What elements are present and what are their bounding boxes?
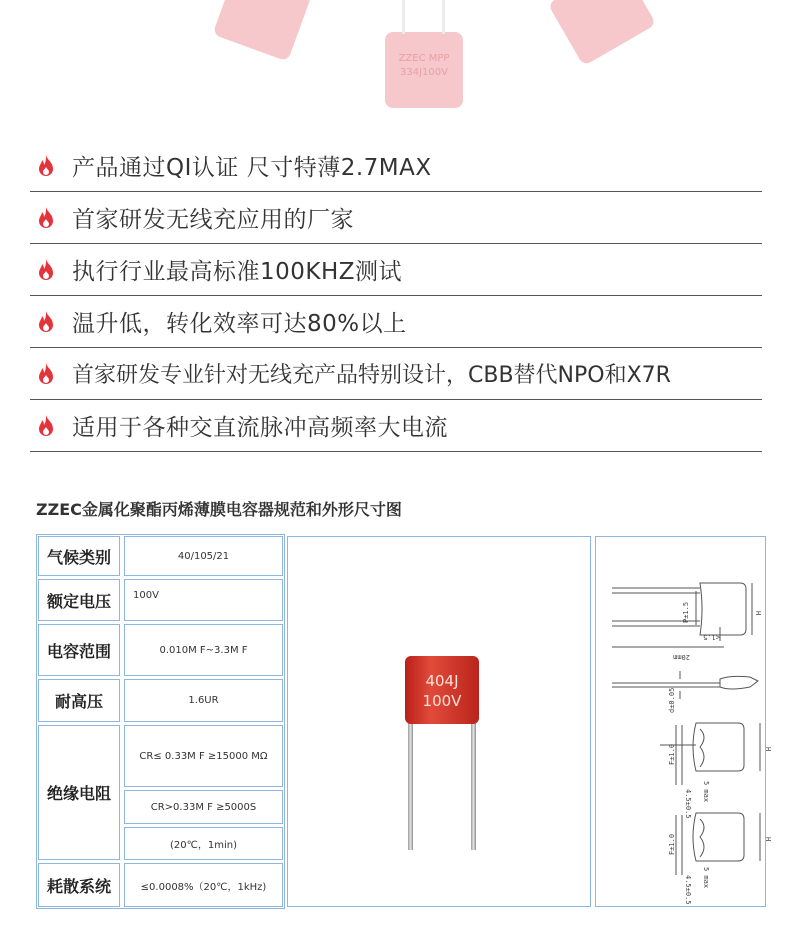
value-withstand: 1.6UR [124, 679, 283, 722]
flame-icon [34, 310, 58, 334]
value-insulation-2: CR>0.33M F ≥5000S [124, 790, 283, 824]
dim-p-label: P±1.5 [682, 601, 690, 623]
feature-text: 首家研发专业针对无线充产品特别设计，CBB替代NPO和X7R [72, 363, 671, 388]
feature-item [30, 348, 762, 400]
flame-icon [34, 414, 58, 438]
value-insulation-1: CR≤ 0.33M F ≥15000 MΩ [124, 725, 283, 787]
capacitor-photo-right [548, 0, 657, 66]
feature-text: 温升低，转化效率可达80%以上 [72, 311, 407, 337]
dimension-drawing [600, 575, 772, 905]
dim-max-label-1: 5 max [702, 781, 710, 803]
dim-pitch-label-2: 4.5±0.5 [684, 875, 692, 905]
feature-list [30, 140, 762, 452]
dim-h-label-1: H [754, 611, 762, 616]
feature-item [30, 244, 762, 296]
flame-icon [34, 206, 58, 230]
feature-item [30, 192, 762, 244]
dim-lt-label: <1.5 [703, 633, 720, 641]
capacitor-marking-line1: 404J [425, 672, 459, 690]
product-photo-strip [0, 0, 800, 130]
label-climate: 气候类别 [38, 536, 120, 576]
dim-h-label-3: H [764, 837, 772, 842]
label-insulation: 绝缘电阻 [38, 725, 120, 860]
feature-item [30, 140, 762, 192]
feature-item [30, 400, 762, 452]
flame-icon [34, 154, 58, 178]
dim-f-label-1: F±1.0 [668, 743, 676, 765]
capacitor-lead-middle-right [442, 0, 445, 34]
value-voltage: 100V [124, 579, 283, 621]
feature-text: 产品通过QI认证 尺寸特薄2.7MAX [72, 155, 432, 181]
dim-h-label-2: H [764, 747, 772, 752]
dim-pitch-label-1: 4.5±0.5 [684, 789, 692, 819]
dim-max-label-2: 5 max [702, 867, 710, 889]
capacitor-lead-middle-left [402, 0, 405, 34]
value-dissipation: ≤0.0008%（20℃，1kHz) [124, 863, 283, 907]
feature-text: 首家研发无线充应用的厂家 [72, 207, 354, 233]
value-climate: 40/105/21 [124, 536, 283, 576]
label-withstand: 耐高压 [38, 679, 120, 722]
value-capacity: 0.010M F~3.3M F [124, 624, 283, 676]
dim-d-label: d±0.05 [668, 687, 676, 713]
label-dissipation: 耗散系统 [38, 863, 120, 907]
dim-f-label-2: F±1.0 [668, 833, 676, 855]
label-voltage: 额定电压 [38, 579, 120, 621]
spec-title: ZZEC金属化聚酯丙烯薄膜电容器规范和外形尺寸图 [36, 500, 402, 519]
feature-item [30, 296, 762, 348]
flame-icon [34, 362, 58, 386]
dim-20mm-label: 20mm [673, 653, 690, 661]
capacitor-marking-line2: 100V [422, 692, 462, 710]
capacitor-marking-middle: ZZEC MPP 334J100V [398, 53, 450, 78]
flame-icon [34, 258, 58, 282]
feature-text: 适用于各种交直流脉冲高频率大电流 [72, 415, 448, 441]
value-insulation-3: (20℃，1min) [124, 827, 283, 860]
label-capacity: 电容范围 [38, 624, 120, 676]
capacitor-photo-middle [385, 32, 463, 108]
capacitor-photo-left [212, 0, 311, 62]
feature-text: 执行行业最高标准100KHZ测试 [72, 259, 403, 285]
